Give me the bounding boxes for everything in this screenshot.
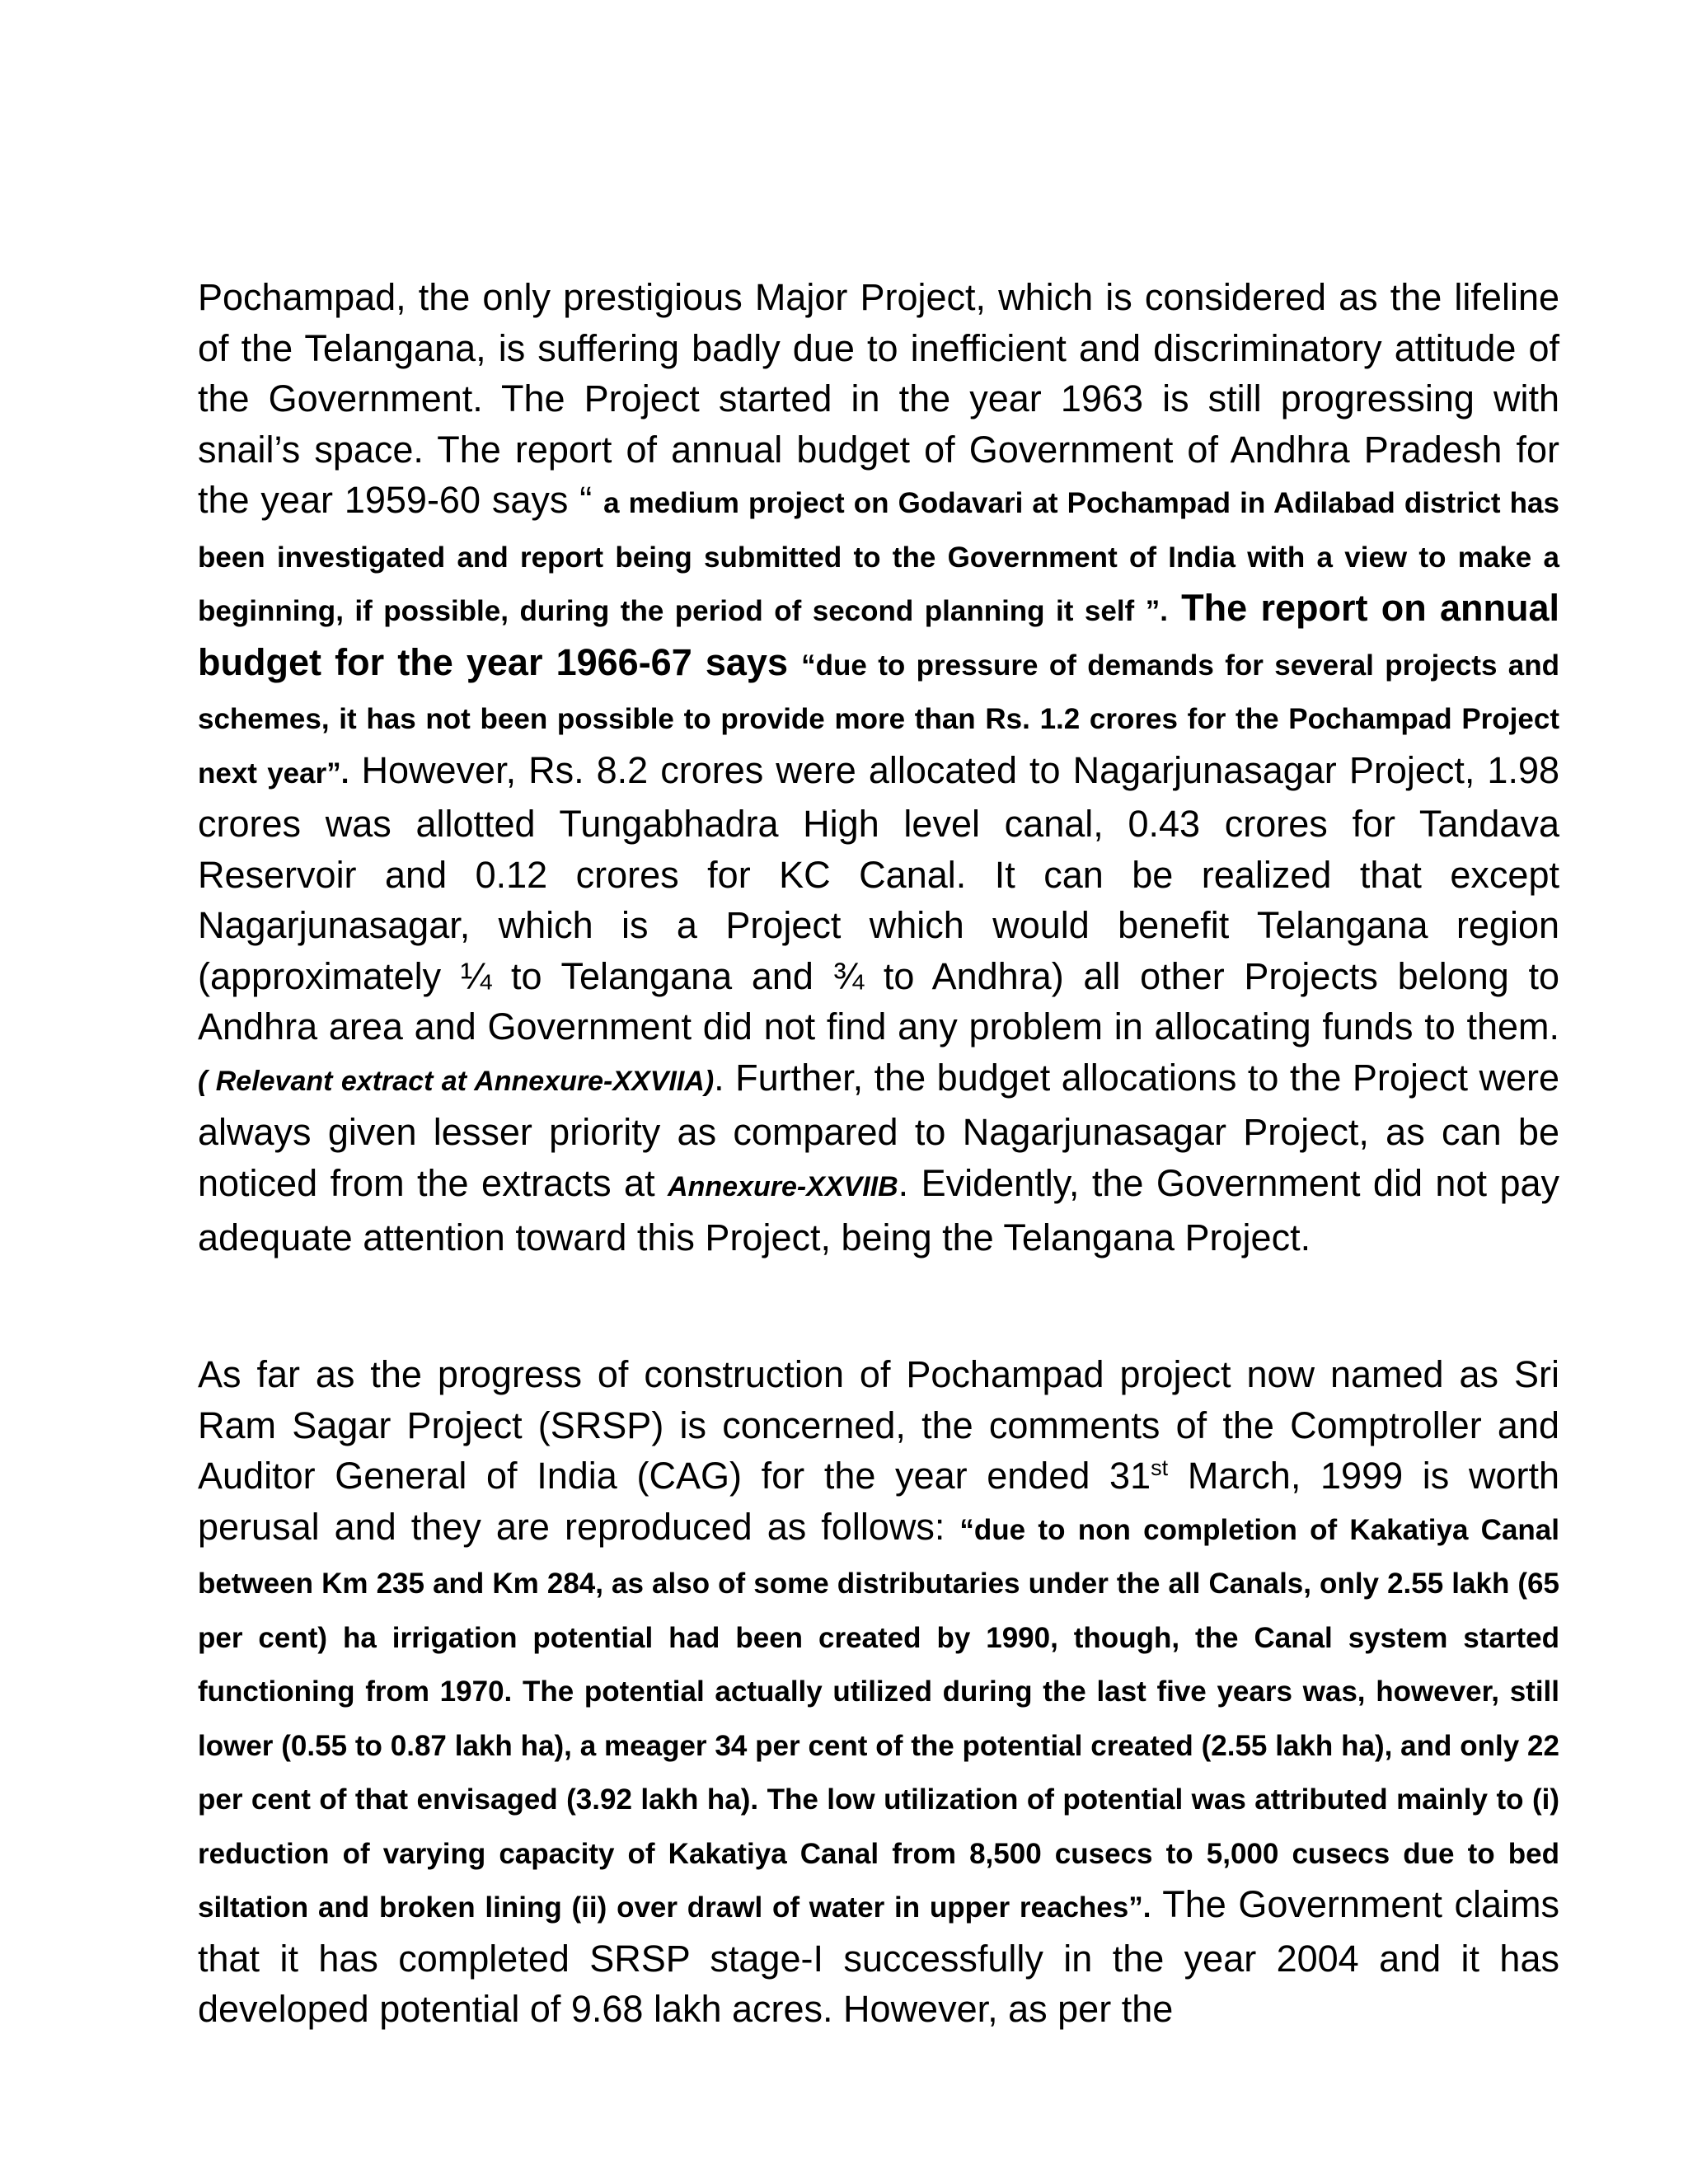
quote-budget-1966-67: “due to pressure of demands for several projects and schemes, it has not been possible to provide more than Rs. 1.2 crores for the Pochampad Project next year”.: [198, 649, 1560, 790]
body-text: The Government claims that it has completed SRSP stage-I successfully in the year 2004 and it has developed potential of 9.68 lakh acres. However, as per the: [198, 1883, 1559, 2030]
paragraph-srsp-cag: [198, 1349, 1559, 2035]
body-text: Pochampad, the only prestigious Major Project, which is considered as the lifeline of the Telangana, is suffering badly due to inefficient and discriminatory attitude of the Government. The Project started in the year 1963 is still progressing with snail’s space. The report of annual budget of Government of Andhra Pradesh for the year 1959-60 says “: [198, 276, 1559, 521]
body-text: However, Rs. 8.2 crores were allocated to Nagarjunasagar Project, 1.98 crores was allotted Tungabhadra High level canal, 0.43 crores for Tandava Reservoir and 0.12 crores for KC Canal. It can be realized that except Nagarjunasagar, which is a Project which would benefit Telangana region (approximately ¼ to Telangana and ¾ to Andhra) all other Projects belong to Andhra area and Government did not find any problem in allocating funds to them.: [198, 748, 1559, 1047]
ordinal-superscript: st: [1151, 1455, 1169, 1480]
quote-budget-1959-60: a medium project on Godavari at Pochampad in Adilabad district has been investigated and report being submitted to the Government of India with a view to make a beginning, if possible, during the period of second planning it self ”.: [198, 487, 1559, 627]
annexure-reference-xxviib: Annexure-XXVIIB: [668, 1170, 898, 1202]
paragraph-pochampad-budget: [198, 272, 1559, 1263]
quote-cag-report: “due to non completion of Kakatiya Canal between Km 235 and Km 284, as also of some distributaries under the all Canals, only 2.55 lakh (65 per cent) ha irrigation potential had been created by 1990, though, the Canal system started functioning from 1970. The potential actually utilized during the last five years was, however, still lower (0.55 to 0.87 lakh ha), a meager 34 per cent of the potential created (2.55 lakh ha), and only 22 per cent of that envisaged (3.92 lakh ha). The low utilization of potential was attributed mainly to (i) reduction of varying capacity of Kakatiya Canal from 8,500 cusecs to 5,000 cusecs due to bed siltation and broken lining (ii) over drawl of water in upper reaches”.: [198, 1513, 1559, 1924]
annexure-reference-xxviia: ( Relevant extract at Annexure-XXVIIA): [198, 1065, 715, 1097]
bold-statement-1966-67: The report on annual budget for the year 1966-67 says: [198, 587, 1559, 683]
body-text: As far as the progress of construction of Pochampad project now named as Sri Ram Sagar Project (SRSP) is concerned, the comments of the Comptroller and Auditor General of India (CAG) for the year ended 31: [198, 1353, 1559, 1497]
body-text: . Further, the budget allocations to the Project were always given lesser priority as compared to Nagarjunasagar Project, as can be noticed from the extracts at: [198, 1056, 1559, 1204]
body-text: . Evidently, the Government did not pay adequate attention toward this Project, being the Telangana Project.: [198, 1161, 1559, 1258]
body-text: March, 1999 is worth perusal and they are reproduced as follows:: [198, 1455, 1559, 1548]
